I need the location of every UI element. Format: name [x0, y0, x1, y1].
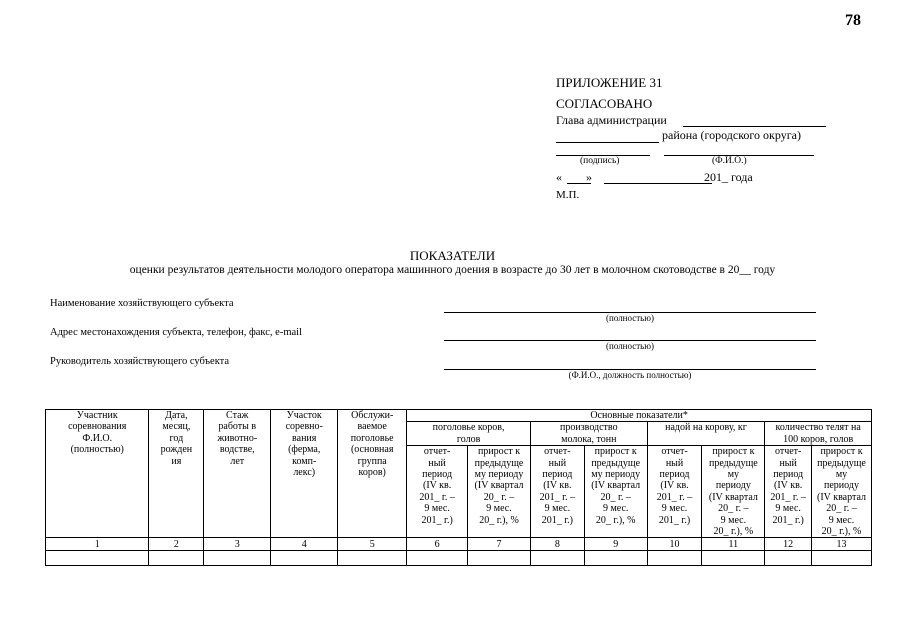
header-text-line: год — [169, 432, 184, 444]
header-text-line: группа — [357, 455, 387, 467]
header-text-line: 201_ г. – — [770, 491, 806, 503]
date-open-quote: « — [556, 170, 562, 184]
header-text-line: 9 мес. — [775, 503, 801, 515]
col-number: 3 — [204, 538, 271, 551]
header-text-line: 201_ г. – — [539, 491, 576, 503]
header-text-line: ный — [548, 457, 567, 469]
header-text-line: му периоду — [591, 469, 641, 481]
header-text-line: 201_ г.) — [658, 514, 691, 526]
header-text-line: Стаж — [226, 410, 249, 421]
date-day-line — [567, 183, 591, 184]
table-cell-empty[interactable] — [530, 551, 584, 566]
header-text-line: ный — [665, 457, 684, 469]
header-main-indicators: Основные показатели* — [407, 410, 872, 422]
header-text-line: (IV квартал — [591, 480, 641, 492]
header-text-line: месяц, — [162, 421, 191, 433]
header-text-line: 201_ г. – — [419, 491, 455, 503]
header-text-line: 20_ г.), % — [713, 526, 754, 538]
header-text-line: (IV кв. — [543, 480, 572, 492]
header-reporting-period — [530, 446, 584, 538]
header-text-line: лет — [230, 455, 245, 467]
header-text-line: 20_ г. – — [600, 491, 631, 503]
header-text-line: отчет- — [661, 446, 688, 458]
header-text-line: му — [835, 469, 848, 481]
table-cell-empty[interactable] — [765, 551, 812, 566]
header-text-line: 100 коров, голов — [783, 433, 854, 445]
header-text-line: 20_ г.), % — [479, 514, 519, 526]
header-text-line: животно- — [217, 432, 258, 444]
header-milk-production — [530, 422, 647, 446]
header-text-line: (IV квартал — [817, 491, 866, 503]
header-text-line: лекс) — [293, 467, 316, 479]
header-text-line: 20_ г. – — [718, 503, 749, 515]
appendix-label: ПРИЛОЖЕНИЕ 31 — [556, 75, 663, 90]
header-growth — [812, 446, 872, 538]
page-number: 78 — [845, 12, 861, 29]
header-text-line: комп- — [292, 455, 317, 467]
header-participant — [46, 410, 149, 538]
header-text-line: 9 мес. — [720, 514, 747, 526]
table-cell-empty[interactable] — [468, 551, 531, 566]
header-text-line: прирост к — [594, 446, 637, 458]
col-number: 10 — [647, 538, 702, 551]
header-text-line: 9 мес. — [544, 503, 571, 515]
header-text-line: поголовье — [350, 432, 394, 444]
header-text-line: предыдуще — [709, 457, 758, 469]
header-text-line: прирост к — [712, 446, 755, 458]
header-text-line: Участник — [76, 410, 118, 421]
entity-name-hint: (полностью) — [606, 313, 654, 323]
col-number: 8 — [530, 538, 584, 551]
header-text-line: работы в — [218, 421, 257, 433]
header-text-line: голов — [456, 433, 481, 445]
header-text-line: Ф.И.О. — [82, 432, 113, 444]
col-number: 12 — [765, 538, 812, 551]
header-birth-date — [149, 410, 204, 538]
header-text-line: Обслужи- — [351, 410, 394, 421]
header-milk-yield — [647, 422, 765, 446]
header-text-line: 20_ г. – — [826, 503, 857, 515]
header-text-line: надой на корову, кг — [665, 422, 747, 434]
header-text-line: ный — [428, 457, 446, 469]
table-cell-empty[interactable] — [702, 551, 765, 566]
stamp-label: М.П. — [556, 189, 580, 201]
header-text-line: (IV кв. — [422, 480, 452, 492]
header-text-line: (IV квартал — [708, 491, 758, 503]
col-number: 6 — [407, 538, 468, 551]
table-cell-empty[interactable] — [338, 551, 407, 566]
col-number: 13 — [812, 538, 872, 551]
header-text-line: период — [659, 469, 690, 481]
col-number: 4 — [271, 538, 338, 551]
header-text-line: (полностью) — [70, 444, 124, 456]
col-number: 11 — [702, 538, 765, 551]
header-text-line: (IV кв. — [660, 480, 689, 492]
header-text-line: 201_ г. – — [656, 491, 693, 503]
header-reporting-period — [765, 446, 812, 538]
header-text-line: производство — [560, 422, 618, 434]
col-number: 2 — [149, 538, 204, 551]
entity-address-label: Адрес местонахождения субъекта, телефон, факс, e-mail — [50, 327, 303, 338]
header-experience — [204, 410, 271, 538]
page-title: ПОКАЗАТЕЛИ — [409, 248, 496, 263]
header-text-line: 9 мес. — [828, 514, 855, 526]
header-text-line: ваемое — [357, 421, 387, 433]
header-text-line: прирост к — [820, 446, 863, 458]
header-text-line: периоду — [824, 480, 859, 492]
header-text-line: отчет- — [423, 446, 451, 458]
header-text-line: вания — [292, 432, 317, 444]
header-text-line: Участок — [286, 410, 322, 421]
date-month-line — [604, 183, 712, 184]
date-close-quote: » — [586, 170, 592, 184]
header-text-line: коров) — [358, 467, 386, 479]
header-text-line: периоду — [715, 480, 751, 492]
col-number: 5 — [338, 538, 407, 551]
header-text-line: (основная — [350, 444, 394, 456]
header-growth — [702, 446, 765, 538]
header-text-line: (ферма, — [288, 444, 321, 456]
header-growth — [468, 446, 531, 538]
header-text-line: период — [422, 469, 453, 481]
head-admin-line — [683, 126, 826, 127]
header-text-line: количество телят на — [775, 422, 861, 434]
entity-address-hint: (полностью) — [606, 341, 654, 351]
header-text-line: предыдуще — [591, 457, 641, 469]
header-text-line: ный — [779, 457, 797, 469]
table-cell-empty[interactable] — [647, 551, 702, 566]
header-text-line: му периоду — [474, 469, 524, 481]
fio-hint: (Ф.И.О.) — [712, 156, 747, 166]
header-text-line: период — [773, 469, 804, 481]
head-admin-label: Глава администрации — [556, 113, 667, 127]
table-cell-empty[interactable] — [46, 551, 149, 566]
header-text-line: (IV квартал — [474, 480, 524, 492]
header-text-line: отчет- — [774, 446, 802, 458]
header-text-line: (IV кв. — [774, 480, 803, 492]
header-text-line: 20_ г.), % — [821, 526, 862, 538]
header-text-line: 20_ г. – — [483, 491, 515, 503]
header-cows-count — [407, 422, 531, 446]
district-line — [556, 142, 659, 143]
header-text-line: ия — [171, 455, 182, 467]
header-text-line: предыдуще — [474, 457, 524, 469]
district-label: района (городского округа) — [662, 128, 801, 142]
header-text-line: 201_ г.) — [421, 514, 453, 526]
header-livestock — [338, 410, 407, 538]
header-text-line: 9 мес. — [602, 503, 629, 515]
header-text-line: поголовье коров, — [432, 422, 505, 434]
header-text-line: молока, тонн — [561, 433, 617, 445]
header-site — [271, 410, 338, 538]
entity-head-label: Руководитель хозяйствующего субъекта — [50, 356, 230, 367]
header-text-line: му — [727, 469, 740, 481]
header-text-line: 9 мес. — [661, 503, 688, 515]
header-text-line: 9 мес. — [486, 503, 512, 515]
header-text-line: 20_ г.), % — [595, 514, 636, 526]
header-text-line: 201_ г.) — [772, 514, 804, 526]
header-text-line: Дата, — [165, 410, 188, 421]
header-text-line: отчет- — [544, 446, 571, 458]
table-cell-empty[interactable] — [812, 551, 872, 566]
header-growth — [584, 446, 647, 538]
col-number: 9 — [584, 538, 647, 551]
page-subtitle: оценки результатов деятельности молодого оператора машинного доения в возрасте до 30 лет в молочном скотоводстве в 20__ году — [129, 264, 776, 276]
date-year: 201_ года — [704, 170, 753, 184]
header-reporting-period — [647, 446, 702, 538]
col-number: 7 — [468, 538, 531, 551]
col-number: 1 — [46, 538, 149, 551]
header-text-line: период — [542, 469, 573, 481]
header-text-line: 9 мес. — [424, 503, 450, 515]
header-text-line: соревнования — [68, 421, 127, 433]
header-text-line: 201_ г.) — [541, 514, 573, 526]
header-text-line: прирост к — [477, 446, 521, 458]
entity-head-hint: (Ф.И.О., должность полностью) — [568, 370, 692, 380]
table-cell-empty[interactable] — [407, 551, 468, 566]
header-text-line: водстве, — [219, 444, 255, 456]
header-reporting-period — [407, 446, 468, 538]
header-calves — [765, 422, 872, 446]
approval-label: СОГЛАСОВАНО — [556, 96, 653, 111]
table-cell-empty[interactable] — [149, 551, 204, 566]
header-text-line: рожден — [160, 444, 193, 456]
entity-name-label: Наименование хозяйствующего субъекта — [50, 298, 234, 309]
indicators-table — [45, 409, 872, 566]
signature-hint: (подпись) — [580, 156, 620, 166]
table-cell-empty[interactable] — [204, 551, 271, 566]
header-text-line: предыдуще — [817, 457, 866, 469]
table-cell-empty[interactable] — [584, 551, 647, 566]
table-cell-empty[interactable] — [271, 551, 338, 566]
header-text-line: соревно- — [285, 421, 323, 433]
